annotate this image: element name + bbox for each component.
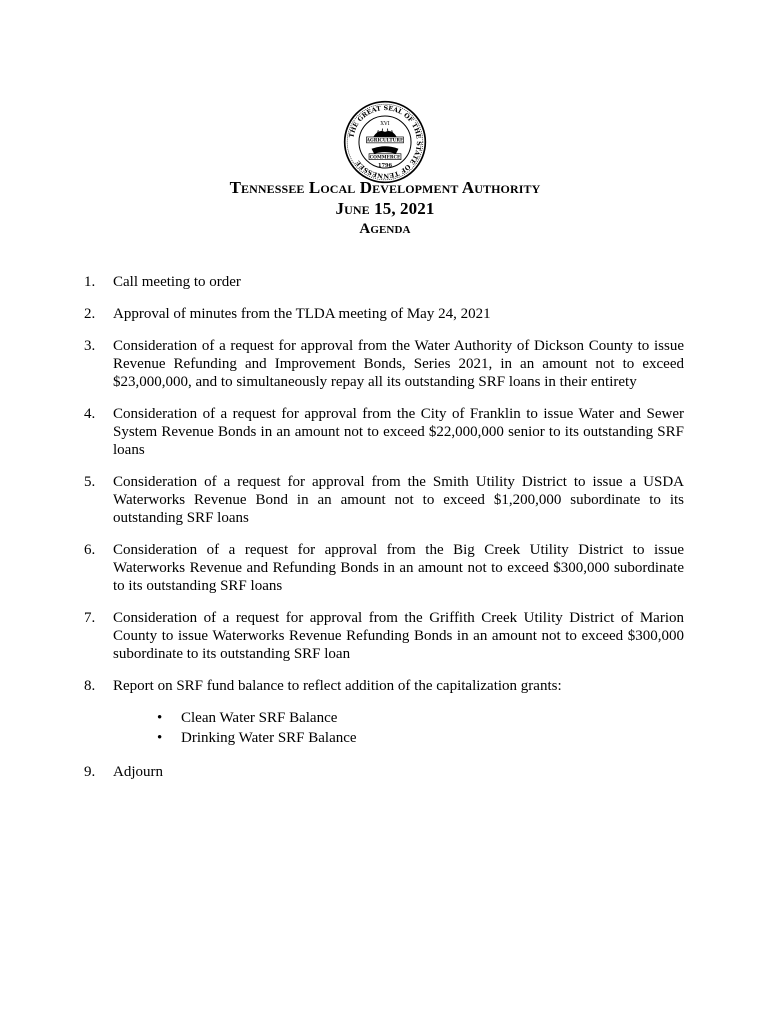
sub-item-text: Clean Water SRF Balance bbox=[181, 710, 338, 726]
agenda-item-number: 8. bbox=[84, 678, 96, 694]
agenda-item-number: 9. bbox=[84, 764, 96, 780]
agenda-item-text: Consideration of a request for approval from the City of Franklin to issue Water and Sewer System Revenue Bonds in an amount not to exceed $22,000,000 senior to its outstanding SRF loans bbox=[113, 406, 684, 458]
sub-item bbox=[157, 709, 684, 727]
agenda-item-number: 1. bbox=[84, 274, 96, 290]
state-seal-logo bbox=[343, 100, 427, 184]
svg-text:1796: 1796 bbox=[377, 163, 393, 170]
agenda-item-text: Approval of minutes from the TLDA meeting of May 24, 2021 bbox=[113, 306, 491, 322]
agenda-item bbox=[84, 677, 684, 749]
agenda-item bbox=[84, 541, 684, 595]
agenda-item-text: Call meeting to order bbox=[113, 274, 241, 290]
agenda-item bbox=[84, 337, 684, 391]
sub-item-text: Drinking Water SRF Balance bbox=[181, 730, 357, 746]
agenda-item-text: Consideration of a request for approval from the Smith Utility District to issue a USDA Waterworks Revenue Bond in an amount not to exceed $1,200,000 subordinate to its outstanding SRF loans bbox=[113, 474, 684, 526]
agenda-item-number: 3. bbox=[84, 338, 96, 354]
agenda-item-number: 4. bbox=[84, 406, 96, 422]
agenda-item-text: Consideration of a request for approval from the Big Creek Utility District to issue Waterworks Revenue and Refunding Bonds in an amount not to exceed $300,000 subordinate to its outstanding SRF loans bbox=[113, 542, 684, 594]
agenda-item bbox=[84, 273, 684, 291]
svg-text:AGRICULTURE: AGRICULTURE bbox=[366, 138, 404, 144]
meeting-date: June 15, 2021 bbox=[335, 199, 435, 218]
sub-item-list bbox=[113, 709, 684, 747]
agenda-item-text bbox=[113, 677, 684, 749]
bullet-icon: • bbox=[157, 730, 163, 746]
agenda-item-text: Adjourn bbox=[113, 764, 163, 780]
svg-text:XVI: XVI bbox=[380, 121, 390, 128]
agenda-item bbox=[84, 763, 684, 781]
svg-text:COMMERCE: COMMERCE bbox=[369, 155, 401, 161]
agenda-item bbox=[84, 405, 684, 459]
organization-title: Tennessee Local Development Authority bbox=[229, 178, 541, 197]
agenda-item-text: Consideration of a request for approval from the Griffith Creek Utility District of Marion County to issue Waterworks Revenue Refunding Bonds in an amount not to exceed $300,000 subordinate to its outstanding SRF loan bbox=[113, 610, 684, 662]
agenda-item-label: Report on SRF fund balance to reflect addition of the capitalization grants: bbox=[113, 678, 562, 694]
agenda-item-number: 6. bbox=[84, 542, 96, 558]
agenda-item-text: Consideration of a request for approval from the Water Authority of Dickson County to issue Revenue Refunding and Improvement Bonds, Series 2021, in an amount not to exceed $23,000,000, and to simultaneously repay all its outstanding SRF loans in their entirety bbox=[113, 338, 684, 390]
document-type-heading: Agenda bbox=[359, 221, 411, 237]
agenda-list bbox=[84, 273, 684, 795]
agenda-item bbox=[84, 609, 684, 663]
bullet-icon: • bbox=[157, 710, 163, 726]
agenda-item bbox=[84, 473, 684, 527]
svg-text:THE GREAT SEAL OF THE STATE OF: THE GREAT SEAL OF THE STATE OF TENNESSEE bbox=[348, 105, 422, 179]
agenda-item-number: 5. bbox=[84, 474, 96, 490]
agenda-item-number: 7. bbox=[84, 610, 96, 626]
agenda-item bbox=[84, 305, 684, 323]
agenda-item-number: 2. bbox=[84, 306, 96, 322]
sub-item bbox=[157, 729, 684, 747]
